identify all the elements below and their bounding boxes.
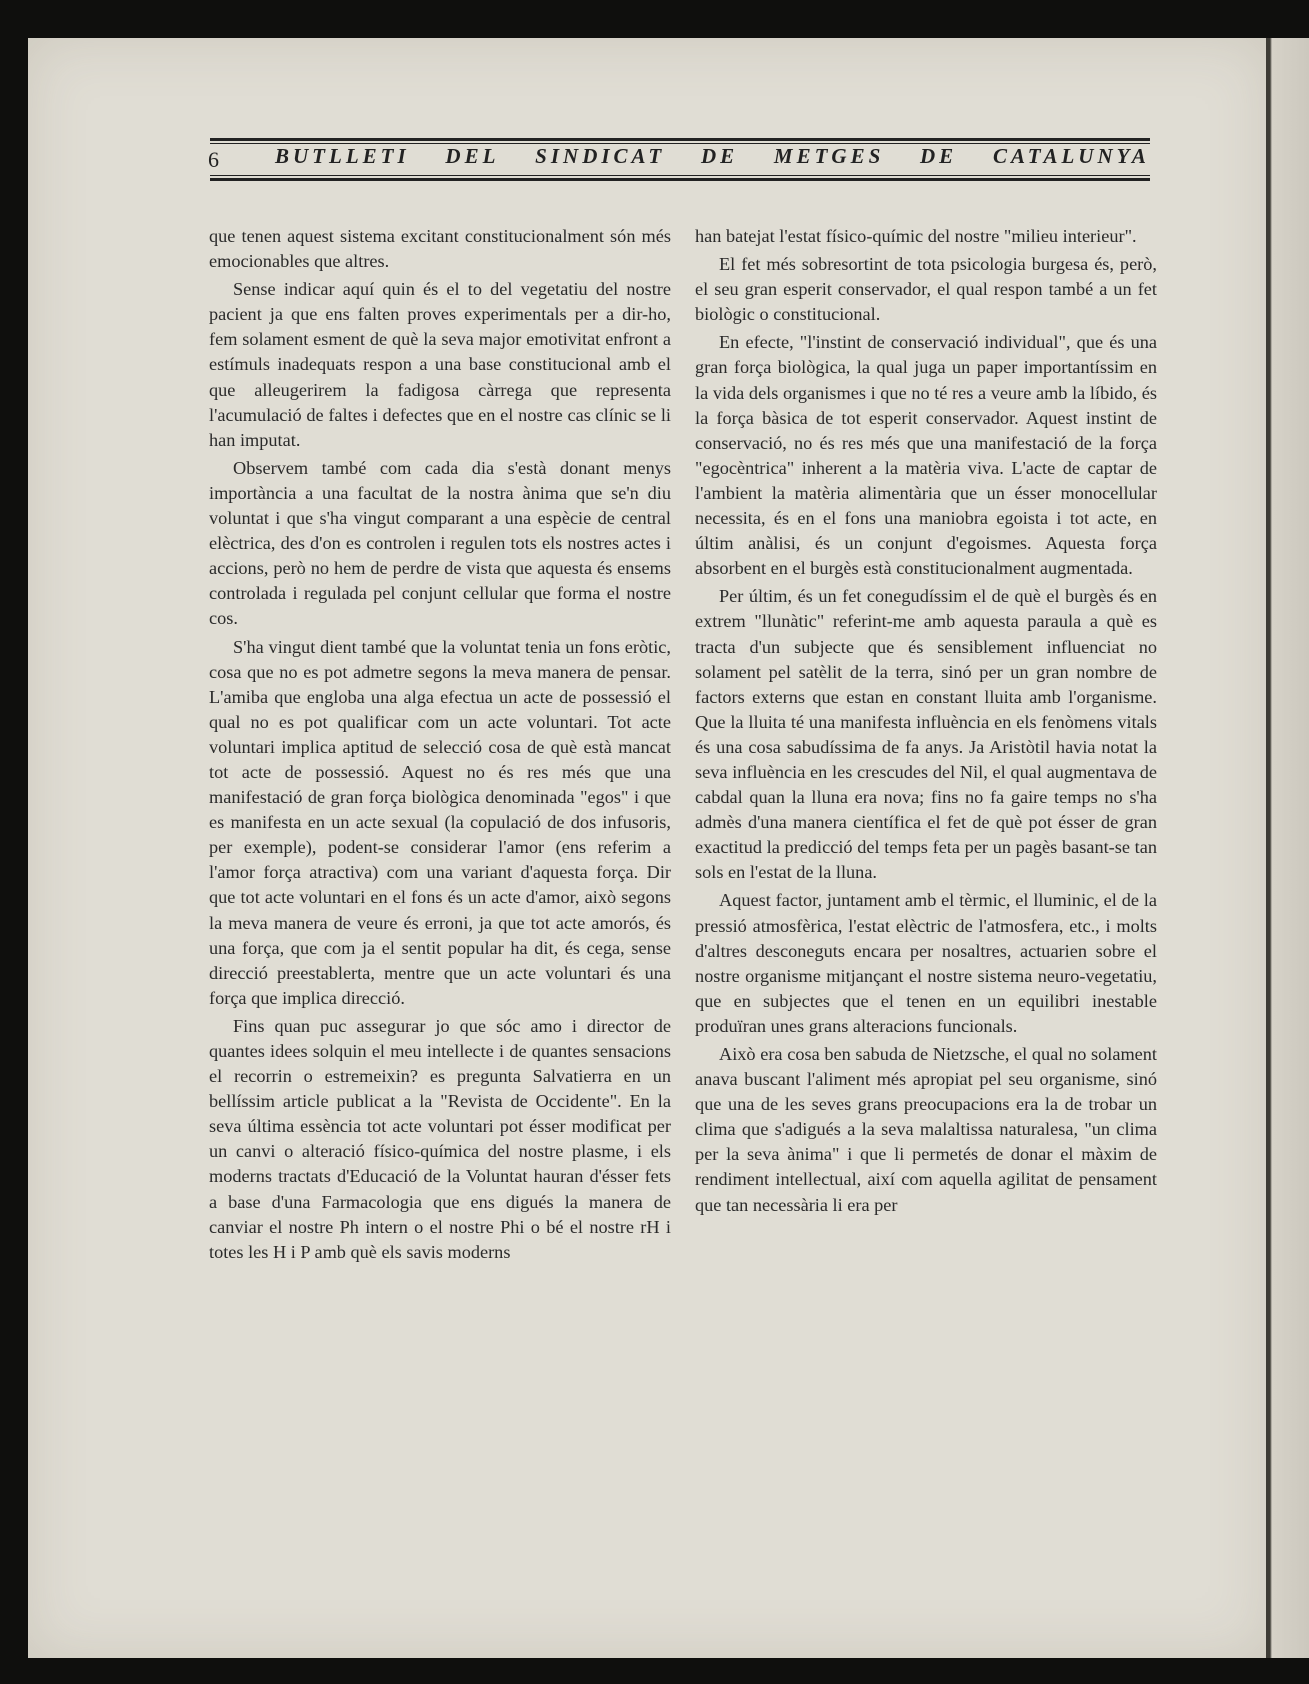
title-word: DE (700, 144, 739, 168)
right-column (695, 224, 1157, 1221)
paragraph: Això era cosa ben sabuda de Nietzsche, el qual no solament anava buscant l'aliment més apropiat pel seu organisme, sinó que una de les seves grans preocupacions era la de trobar un clima que s'adigués a la seva malaltissa naturalesa, "un clima per la seva ànima" i que li permetés de donar el màxim de rendiment intellectual, així com aquella agilitat de pensament que tan necessària li era per (695, 1044, 1157, 1215)
journal-title (275, 144, 1150, 169)
paragraph: han batejat l'estat físico-químic del nostre "milieu interieur". (695, 226, 1137, 246)
paragraph: En efecte, "l'instint de conservació individual", que és una gran força biològica, la qual juga un paper importantíssim en la vida dels organismes i que no té res a veure amb la líbido, és la força bàsica de tot esperit conservador. Aquest instint de conservació, no és res més que una manifestació de la força "egocèntrica" inherent a la matèria viva. L'acte de captar de l'ambient la matèria alimentària que un ésser monocellular necessita, és en el fons una maniobra egoista i tot acte, en últim anàlisi, és un conjunt d'egoismes. Aquesta força absorbent en el burgès està constitucionalment augmentada. (695, 332, 1157, 579)
paragraph: Sense indicar aquí quin és el to del vegetatiu del nostre pacient ja que ens falten proves experimentals per a dir-ho, fem solament esment de què la seva major emotivitat enfront a estímuls inadequats respon a una base constitucional amb el que alleugerirem la fadigosa càrrega que representa l'acumulació de faltes i defectes que en el nostre cas clínic se li han imputat. (209, 279, 671, 450)
paragraph: Fins quan puc assegurar jo que sóc amo i director de quantes idees solquin el meu intellecte i de quantes sensacions el recorrin o estremeixin? es pregunta Salvatierra en un bellíssim article publicat a la "Revista de Occidente". En la seva última essència tot acte voluntari pot ésser modificat per un canvi o alteració físico-química del nostre plasme, i els moderns tractats d'Educació de la Voluntat hauran d'ésser fets a base d'una Farmacologia que ens digués la manera de canviar el nostre Ph intern o el nostre Phi o bé el nostre rH i totes les H i P amb què els savis moderns (209, 1015, 671, 1262)
paragraph: El fet més sobresortint de tota psicologia burgesa és, però, el seu gran esperit conservador, el qual respon també a un fet biològic o constitucional. (695, 254, 1157, 325)
page-number: 6 (208, 147, 219, 172)
title-word: CATALUNYA (992, 144, 1150, 168)
header-rule-top (210, 138, 1150, 141)
title-word: METGES (773, 144, 885, 168)
header-rule-bottom (210, 178, 1150, 181)
book-spine-edge (1266, 38, 1309, 1658)
paragraph: Observem també com cada dia s'està donant menys importància a una facultat de la nostra ànima que se'n diu voluntat i que s'ha vingut comparant a una espècie de central elèctrica, des d'on es controlen i regulen tots els nostres actes i accions, però no hem de perdre de vista que aquesta és ensems controlada i regulada pel conjunt cellular que forma el nostre cos. (209, 457, 671, 629)
paragraph: S'ha vingut dient també que la voluntat tenia un fons eròtic, cosa que no es pot admetre segons la meva manera de pensar. L'amiba que engloba una alga efectua un acte de possessió el qual no es pot qualificar com un acte voluntari. Tot acte voluntari implica aptitud de selecció cosa de què està mancat tot acte de possessió. Aquest no és res més que una manifestació de gran força biològica denominada "egos" i que es manifesta en un acte sexual (la copulació de dos infusoris, per exemple), podent-se considerar l'amor (ens referim a l'amor força atractiva) com una variant d'aquesta força. Dir que tot acte voluntari en el fons és un acte d'amor, això segons la meva manera de veure és erroni, ja que tot acte amorós, és una força, que com ja el sentit popular ha dit, és cega, sense direcció preestablerta, mentre que un acte voluntari és una força que implica direcció. (209, 636, 671, 1008)
running-header (180, 125, 1150, 197)
paragraph: Aquest factor, juntament amb el tèrmic, el lluminic, el de la pressió atmosfèrica, l'estat elèctric de l'atmosfera, etc., i molts d'altres desconeguts encara per nosaltres, actuarien sobre el nostre organisme mitjançant el nostre sistema neuro-vegetatiu, que en subjectes que el tenen en un equilibri inestable produïran unes grans alteracions funcionals. (695, 890, 1157, 1036)
title-word: DEL (445, 144, 500, 168)
title-word: BUTLLETI (275, 144, 410, 168)
title-word: DE (920, 144, 958, 168)
title-word: SINDICAT (535, 144, 666, 168)
paragraph: que tenen aquest sistema excitant constitucionalment són més emocionables que altres. (209, 226, 671, 272)
left-column (209, 224, 671, 1268)
paragraph: Per últim, és un fet conegudíssim el de què el burgès és en extrem "llunàtic" referint-me amb aquesta paraula a què es tracta d'un subjecte que és sensiblement influenciat no solament pel satèlit de la terra, sinó per un gran nombre de factors externs que estan en constant lluita amb l'organisme. Que la lluita té una manifesta influència en els fenòmens vitals és una cosa sabudíssima de fa anys. Ja Aristòtil havia notat la seva influència en les crescudes del Nil, el qual augmentava de cabdal quan la lluna era nova; fins no fa gaire temps no s'ha admès d'una manera científica el fet de què pot ésser de gran exactitud la predicció del temps feta per un pagès basant-se tan sols en l'estat de la lluna. (695, 586, 1157, 883)
header-rule-bottom-thin (210, 175, 1150, 176)
